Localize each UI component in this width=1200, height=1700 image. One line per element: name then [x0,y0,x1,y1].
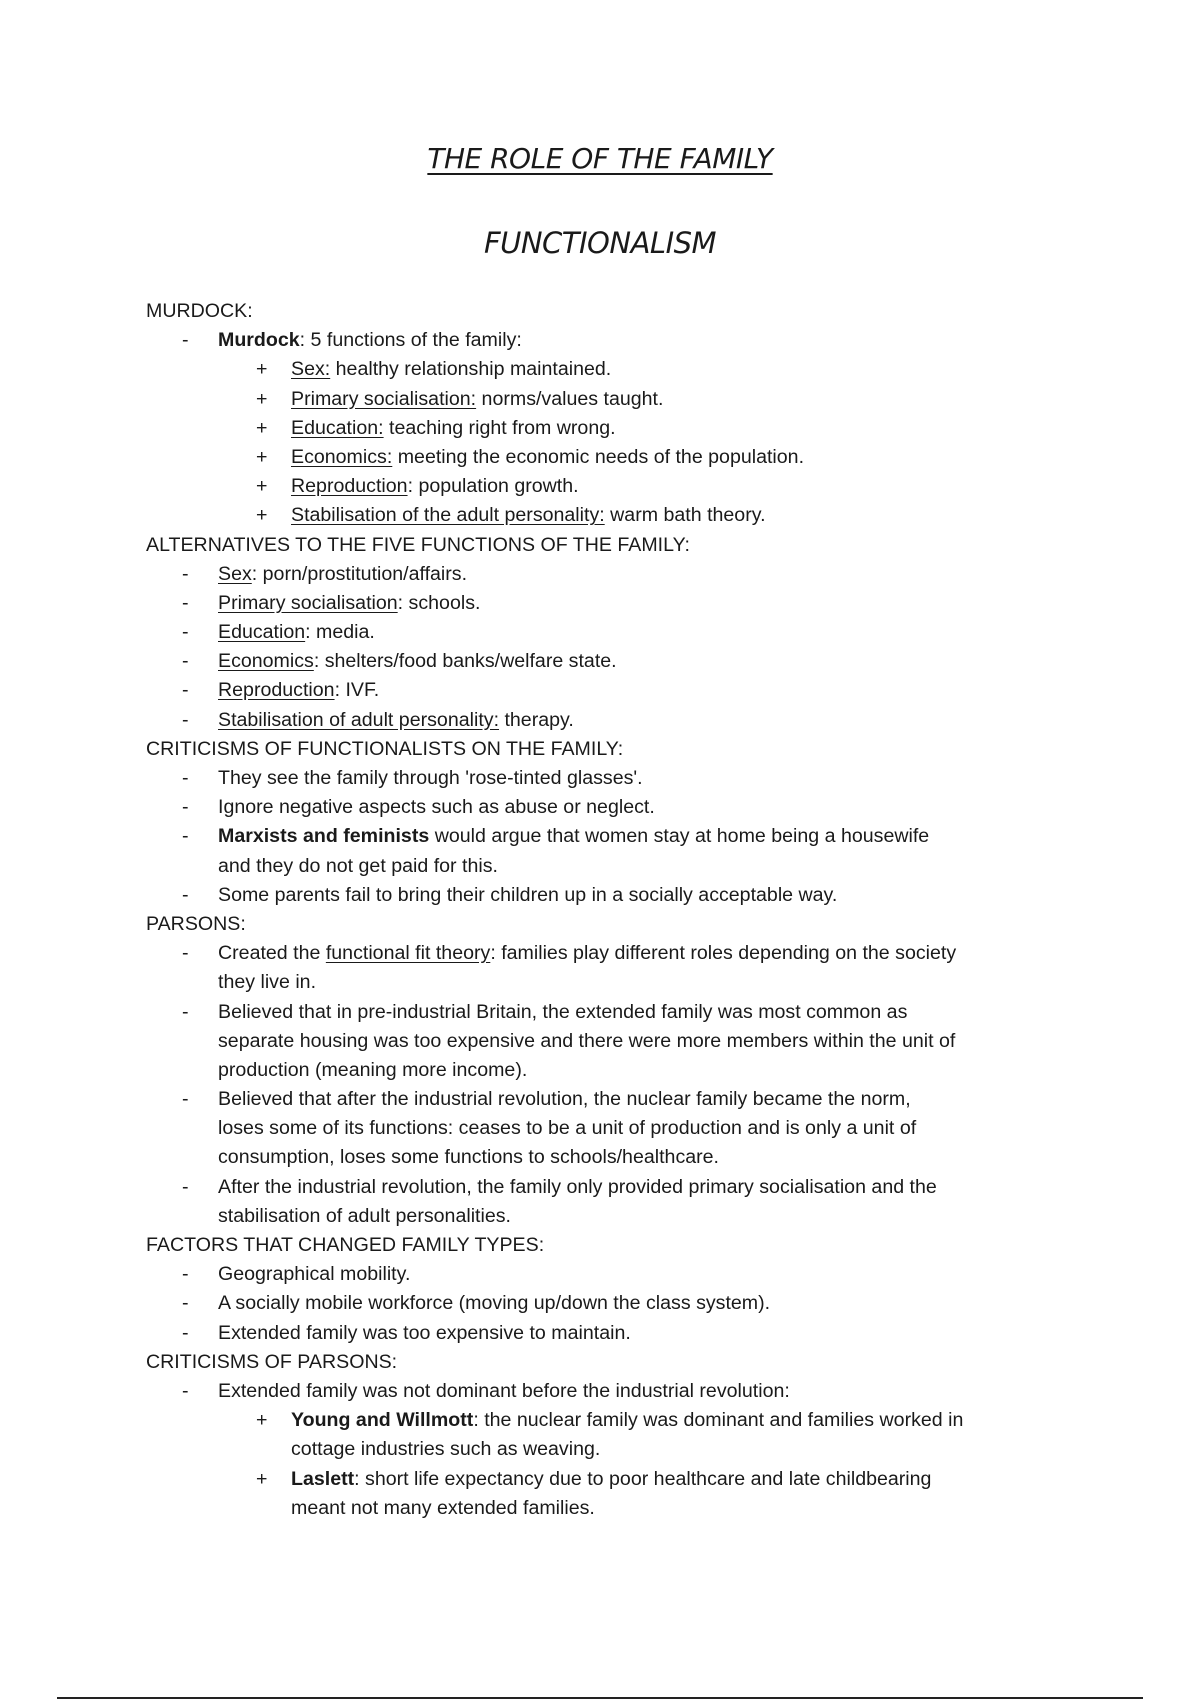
parsons-item-continued: production (meaning more income). [218,1058,528,1081]
alternative-item: - Reproduction: IVF. [146,676,1066,705]
criticism-parsons-subitem: + Laslett: short life expectancy due to poor healthcare and late childbearing [146,1465,1066,1494]
criticism-parsons-subitem: + Young and Willmott: the nuclear family was dominant and families worked in [146,1406,1066,1435]
function-item: + Primary socialisation: norms/values taught. [146,385,1066,414]
parsons-item-continued: loses some of its functions: ceases to be a unit of production and is only a unit of [218,1117,917,1140]
factor-item: - Extended family was too expensive to maintain. [146,1319,1066,1348]
alternatives-heading: ALTERNATIVES TO THE FIVE FUNCTIONS OF THE FAMILY: [146,533,691,556]
alternative-item: - Stabilisation of adult personality: therapy. [146,706,1066,735]
criticism-parsons-subitem-continued: cottage industries such as weaving. [291,1438,601,1461]
factors-heading: FACTORS THAT CHANGED FAMILY TYPES: [146,1234,545,1256]
criticism-item: - Marxists and feminists would argue that women stay at home being a housewife [146,822,1066,851]
criticism-item: - They see the family through 'rose-tinted glasses'. [146,764,1066,793]
function-item: + Education: teaching right from wrong. [146,414,1066,443]
function-item: + Reproduction: population growth. [146,472,1066,501]
criticism-parsons-subitem-continued: meant not many extended families. [291,1496,595,1519]
footer-divider [57,1697,1143,1699]
murdock-intro: - Murdock: 5 functions of the family: [146,326,1066,355]
parsons-item: - Believed that after the industrial revolution, the nuclear family became the norm, [146,1085,1066,1114]
parsons-item: - Believed that in pre-industrial Britain, the extended family was most common as [146,998,1066,1027]
criticisms-parsons-heading: CRITICISMS OF PARSONS: [146,1350,398,1373]
section-title: FUNCTIONALISM [483,226,717,260]
document-title: THE ROLE OF THE FAMILY [427,142,773,175]
parsons-item-continued: stabilisation of adult personalities. [218,1204,511,1227]
criticism-parsons-item: - Extended family was not dominant before the industrial revolution: [146,1377,1066,1406]
parsons-item: - After the industrial revolution, the family only provided primary socialisation and the [146,1173,1066,1202]
parsons-item-continued: separate housing was too expensive and there were more members within the unit of [218,1029,956,1052]
murdock-heading: MURDOCK: [146,300,253,322]
alternative-item: - Primary socialisation: schools. [146,589,1066,618]
document-body [146,297,1066,1523]
criticism-item-continued: and they do not get paid for this. [218,854,498,877]
alternative-item: - Sex: porn/prostitution/affairs. [146,560,1066,589]
factor-item: - Geographical mobility. [146,1260,1066,1289]
criticisms-functionalists-heading: CRITICISMS OF FUNCTIONALISTS ON THE FAMILY: [146,737,624,760]
function-item: + Stabilisation of the adult personality: warm bath theory. [146,501,1066,530]
alternative-item: - Education: media. [146,618,1066,647]
parsons-item: - Created the functional fit theory: families play different roles depending on the society [146,939,1066,968]
function-item: + Sex: healthy relationship maintained. [146,355,1066,384]
parsons-heading: PARSONS: [146,912,246,935]
alternative-item: - Economics: shelters/food banks/welfare state. [146,647,1066,676]
factor-item: - A socially mobile workforce (moving up/down the class system). [146,1289,1066,1318]
parsons-item-continued: they live in. [218,971,317,994]
parsons-item-continued: consumption, loses some functions to schools/healthcare. [218,1146,719,1169]
criticism-item: - Ignore negative aspects such as abuse or neglect. [146,793,1066,822]
function-item: + Economics: meeting the economic needs of the population. [146,443,1066,472]
criticism-item: - Some parents fail to bring their children up in a socially acceptable way. [146,881,1066,910]
